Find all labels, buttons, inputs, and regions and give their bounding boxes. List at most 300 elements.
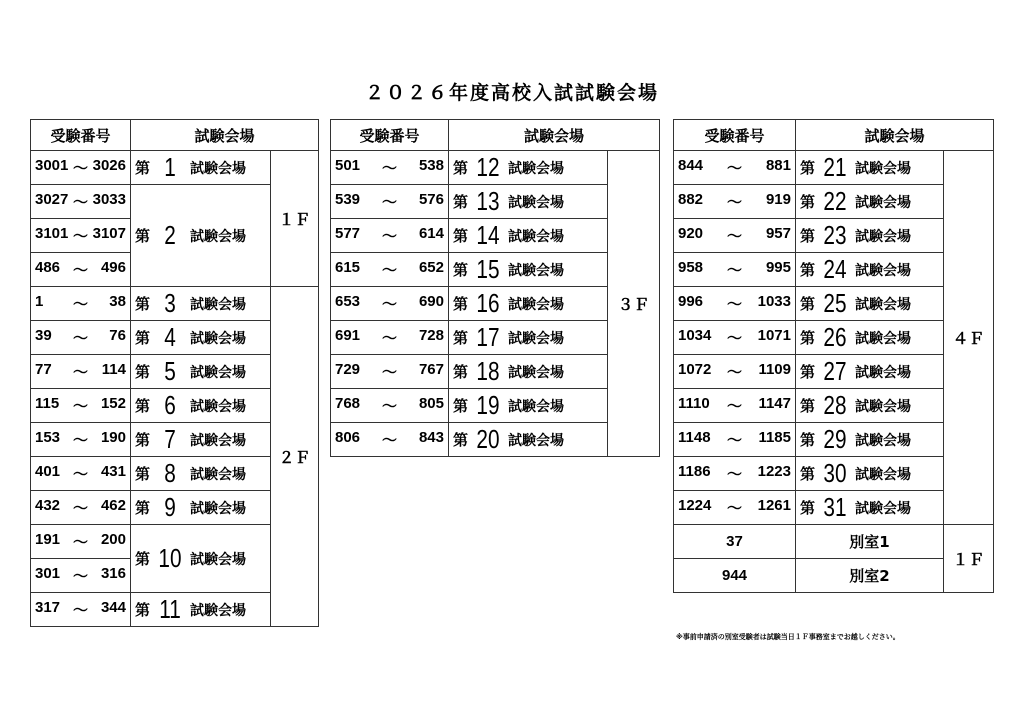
exam-room-label	[449, 152, 607, 183]
exam-number-range	[31, 559, 131, 593]
exam-room-label	[449, 220, 607, 251]
range-to: 200	[100, 531, 126, 548]
range-from: 1072	[678, 361, 712, 378]
range-to: 76	[109, 327, 126, 344]
range-from: 958	[678, 259, 704, 276]
exam-number-range	[31, 525, 131, 559]
exam-room	[131, 389, 271, 423]
room-suffix: 試験会場	[855, 330, 912, 347]
exam-number-range	[331, 287, 449, 321]
room-prefix: 第	[800, 329, 816, 347]
exam-room	[796, 253, 944, 287]
room-prefix: 第	[800, 363, 816, 381]
room-number: 23	[823, 220, 847, 250]
exam-number-range	[331, 219, 449, 253]
room-prefix: 第	[800, 193, 816, 211]
exam-room	[796, 321, 944, 355]
range-from: 615	[335, 259, 361, 276]
room-suffix: 試験会場	[190, 364, 247, 381]
exam-room	[131, 321, 271, 355]
exam-number-range	[331, 355, 449, 389]
room-prefix: 第	[135, 465, 151, 483]
exam-number-range	[674, 287, 796, 321]
range-to: 881	[765, 157, 791, 174]
exam-number-range	[31, 355, 131, 389]
room-number: 28	[823, 390, 847, 420]
range-to: 652	[418, 259, 444, 276]
range-to: 995	[765, 259, 791, 276]
room-suffix: 試験会場	[508, 160, 565, 177]
range	[674, 259, 795, 280]
room-suffix: 試験会場	[508, 194, 565, 211]
range-to: 538	[418, 157, 444, 174]
room-prefix: 第	[135, 550, 151, 568]
range-tilde: ～	[381, 296, 397, 313]
exam-number-range	[31, 423, 131, 457]
exam-room	[131, 355, 271, 389]
range-tilde: ～	[381, 228, 397, 245]
room-number: 22	[823, 186, 847, 216]
room-prefix: 第	[453, 295, 469, 313]
range-to: 496	[100, 259, 126, 276]
exam-room	[796, 287, 944, 321]
range-to: 190	[100, 429, 126, 446]
range	[674, 497, 795, 518]
range-from: 577	[335, 225, 361, 242]
range-from: 3101	[35, 225, 69, 242]
room-suffix: 試験会場	[855, 160, 912, 177]
range	[331, 225, 448, 246]
exam-number-range	[331, 151, 449, 185]
exam-number-range	[674, 423, 796, 457]
exam-room-label	[131, 492, 270, 523]
range-from: 691	[335, 327, 361, 344]
room-prefix: 第	[135, 499, 151, 517]
room-suffix: 試験会場	[190, 160, 247, 177]
range	[31, 599, 130, 620]
exam-room-label	[131, 356, 270, 387]
exam-room	[131, 593, 271, 627]
room-number: 4	[164, 322, 176, 352]
range-from: 653	[335, 293, 361, 310]
room-number: 18	[476, 356, 500, 386]
exam-room	[796, 185, 944, 219]
range-to: 462	[100, 497, 126, 514]
room-number: 3	[164, 288, 176, 318]
range-to: 843	[418, 429, 444, 446]
range-tilde: ～	[72, 296, 88, 313]
range-tilde: ～	[726, 228, 742, 245]
room-suffix: 試験会場	[190, 330, 247, 347]
header-exam-room: 試験会場	[796, 120, 994, 151]
room-prefix: 第	[453, 227, 469, 245]
room-prefix: 第	[135, 431, 151, 449]
exam-number-range	[674, 151, 796, 185]
range	[674, 463, 795, 484]
room-suffix: 試験会場	[508, 228, 565, 245]
range	[331, 259, 448, 280]
room-number: 27	[823, 356, 847, 386]
exam-room-label	[796, 254, 943, 285]
header-exam-number: 受験番号	[31, 120, 131, 151]
range	[674, 225, 795, 246]
room-number: 29	[823, 424, 847, 454]
room-number: 20	[476, 424, 500, 454]
range	[674, 157, 795, 178]
room-suffix: 試験会場	[190, 466, 247, 483]
exam-number-range	[331, 389, 449, 423]
exam-room-label	[131, 424, 270, 455]
range-tilde: ～	[72, 194, 88, 211]
room-suffix: 試験会場	[508, 262, 565, 279]
room-number: 24	[823, 254, 847, 284]
range	[31, 225, 130, 246]
range	[674, 429, 795, 450]
exam-room	[449, 423, 608, 457]
exam-number-range	[31, 593, 131, 627]
exam-room	[796, 389, 944, 423]
range-tilde: ～	[72, 330, 88, 347]
exam-room-label	[131, 543, 270, 574]
exam-room-label	[131, 322, 270, 353]
room-number: 2	[164, 220, 176, 250]
room-number: 12	[476, 152, 500, 182]
exam-room-label	[131, 220, 270, 251]
range-tilde: ～	[381, 160, 397, 177]
exam-room	[796, 151, 944, 185]
range-tilde: ～	[72, 602, 88, 619]
range-from: 191	[35, 531, 61, 548]
range-to: 1071	[757, 327, 791, 344]
range	[31, 259, 130, 280]
room-suffix: 試験会場	[855, 364, 912, 381]
exam-number: 944	[721, 567, 748, 584]
room-number: 19	[476, 390, 500, 420]
range-tilde: ～	[72, 432, 88, 449]
exam-room	[449, 151, 608, 185]
range-tilde: ～	[381, 330, 397, 347]
range-from: 1224	[678, 497, 712, 514]
exam-room	[796, 457, 944, 491]
room-suffix: 試験会場	[855, 432, 912, 449]
range-tilde: ～	[726, 398, 742, 415]
room-prefix: 第	[135, 159, 151, 177]
room-prefix: 第	[135, 601, 151, 619]
room-suffix: 試験会場	[508, 432, 565, 449]
range	[31, 327, 130, 348]
exam-room-label	[449, 390, 607, 421]
exam-room	[796, 355, 944, 389]
range	[674, 361, 795, 382]
exam-room-label	[796, 322, 943, 353]
range-to: 1185	[758, 429, 791, 446]
exam-room-label	[131, 288, 270, 319]
range-from: 1	[35, 293, 44, 310]
header-exam-number: 受験番号	[331, 120, 449, 151]
exam-number-range	[31, 151, 131, 185]
range-to: 431	[100, 463, 126, 480]
range-tilde: ～	[72, 228, 88, 245]
room-suffix: 試験会場	[855, 466, 912, 483]
room-number: 6	[164, 390, 176, 420]
room-suffix: 試験会場	[508, 398, 565, 415]
range-tilde: ～	[726, 466, 742, 483]
exam-number-range	[674, 491, 796, 525]
room-number: 30	[823, 458, 847, 488]
range-from: 844	[678, 157, 704, 174]
range-tilde: ～	[72, 568, 88, 585]
exam-room-label	[449, 322, 607, 353]
exam-room	[131, 491, 271, 525]
exam-room-label	[796, 356, 943, 387]
room-number: 1	[164, 152, 176, 182]
range-from: 486	[35, 259, 61, 276]
range-from: 806	[335, 429, 361, 446]
room-prefix: 第	[135, 227, 151, 245]
range-to: 316	[100, 565, 126, 582]
exam-number-range	[31, 185, 131, 219]
room-suffix: 試験会場	[855, 398, 912, 415]
room-number: 26	[823, 322, 847, 352]
range-to: 957	[765, 225, 791, 242]
table-row	[31, 287, 319, 321]
range-to: 114	[101, 361, 126, 378]
room-prefix: 第	[135, 329, 151, 347]
range-to: 3026	[92, 157, 126, 174]
range-from: 3027	[35, 191, 69, 208]
range-tilde: ～	[381, 364, 397, 381]
exam-room-label	[796, 424, 943, 455]
range-to: 152	[100, 395, 126, 412]
range-tilde: ～	[726, 262, 742, 279]
range-from: 1110	[678, 395, 710, 412]
range-from: 729	[335, 361, 361, 378]
exam-room	[131, 457, 271, 491]
room-suffix: 試験会場	[190, 500, 247, 517]
range	[331, 395, 448, 416]
range-tilde: ～	[726, 296, 742, 313]
room-number: 10	[158, 543, 182, 573]
exam-room	[449, 253, 608, 287]
room-prefix: 第	[453, 261, 469, 279]
range	[674, 327, 795, 348]
range	[331, 327, 448, 348]
range-from: 317	[35, 599, 61, 616]
range-from: 996	[678, 293, 704, 310]
table-row	[331, 151, 660, 185]
room-suffix: 試験会場	[855, 500, 912, 517]
exam-room-label	[131, 152, 270, 183]
header-exam-number: 受験番号	[674, 120, 796, 151]
exam-number-range	[331, 423, 449, 457]
range-to: 805	[418, 395, 444, 412]
exam-room-label	[796, 492, 943, 523]
room-number: 5	[164, 356, 176, 386]
room-number: 15	[476, 254, 500, 284]
range-to: 3107	[92, 225, 126, 242]
range-to: 3033	[92, 191, 126, 208]
floor-label: １Ｆ	[271, 151, 319, 287]
room-number: 13	[476, 186, 500, 216]
range-from: 501	[335, 157, 361, 174]
room-suffix: 試験会場	[508, 296, 565, 313]
exam-room-label	[131, 594, 270, 625]
room-prefix: 第	[800, 295, 816, 313]
range	[331, 361, 448, 382]
range-from: 115	[35, 395, 60, 412]
room-suffix: 試験会場	[855, 296, 912, 313]
room-prefix: 第	[800, 499, 816, 517]
room-suffix: 試験会場	[190, 602, 247, 619]
special-room: 別室1	[796, 525, 944, 559]
range	[31, 395, 130, 416]
exam-room	[449, 355, 608, 389]
range	[674, 395, 795, 416]
room-prefix: 第	[800, 261, 816, 279]
range-tilde: ～	[726, 160, 742, 177]
room-prefix: 第	[800, 159, 816, 177]
range-from: 432	[35, 497, 61, 514]
room-suffix: 試験会場	[190, 228, 247, 245]
exam-number-range	[31, 287, 131, 321]
floor-label: ４Ｆ	[944, 151, 994, 525]
room-number: 16	[476, 288, 500, 318]
exam-number-range	[674, 389, 796, 423]
exam-number-range	[674, 355, 796, 389]
exam-room	[449, 219, 608, 253]
room-suffix: 試験会場	[508, 364, 565, 381]
room-prefix: 第	[800, 397, 816, 415]
header-row	[331, 120, 660, 151]
exam-room-label	[131, 458, 270, 489]
exam-number-range	[674, 219, 796, 253]
room-number: 21	[823, 152, 847, 182]
exam-room	[131, 525, 271, 593]
exam-number-range	[31, 389, 131, 423]
header-row	[674, 120, 994, 151]
exam-room	[796, 491, 944, 525]
room-suffix: 試験会場	[855, 228, 912, 245]
exam-room	[449, 287, 608, 321]
room-suffix: 試験会場	[190, 551, 247, 568]
room-prefix: 第	[800, 465, 816, 483]
range-from: 39	[35, 327, 52, 344]
header-row	[31, 120, 319, 151]
floor-label: １Ｆ	[944, 525, 994, 593]
room-suffix: 試験会場	[190, 432, 247, 449]
range-from: 882	[678, 191, 704, 208]
range-from: 401	[35, 463, 61, 480]
range-from: 1186	[678, 463, 711, 480]
special-room: 別室2	[796, 559, 944, 593]
range	[31, 565, 130, 586]
range-tilde: ～	[726, 364, 742, 381]
range-tilde: ～	[726, 194, 742, 211]
room-suffix: 試験会場	[855, 194, 912, 211]
range-to: 1223	[757, 463, 791, 480]
room-suffix: 試験会場	[190, 296, 247, 313]
range	[31, 463, 130, 484]
range-to: 1109	[758, 361, 791, 378]
range-from: 768	[335, 395, 361, 412]
exam-room	[131, 423, 271, 457]
exam-room-table-1	[30, 119, 319, 627]
exam-room-label	[449, 254, 607, 285]
exam-number-range	[674, 457, 796, 491]
room-prefix: 第	[135, 295, 151, 313]
table-row	[674, 151, 994, 185]
range-tilde: ～	[726, 330, 742, 347]
exam-room-label	[131, 390, 270, 421]
exam-number-range	[31, 457, 131, 491]
range-tilde: ～	[72, 500, 88, 517]
exam-room	[796, 219, 944, 253]
room-prefix: 第	[135, 363, 151, 381]
range-tilde: ～	[726, 500, 742, 517]
exam-room-label	[796, 220, 943, 251]
range	[31, 531, 130, 552]
range-to: 919	[765, 191, 791, 208]
range-from: 1148	[678, 429, 711, 446]
range-to: 728	[418, 327, 444, 344]
exam-number: 37	[726, 533, 743, 550]
range-tilde: ～	[381, 194, 397, 211]
room-prefix: 第	[453, 363, 469, 381]
exam-room	[796, 423, 944, 457]
room-number: 25	[823, 288, 847, 318]
exam-room	[449, 321, 608, 355]
exam-number-range	[331, 185, 449, 219]
range-tilde: ～	[381, 262, 397, 279]
room-number: 9	[164, 492, 176, 522]
exam-room-label	[796, 288, 943, 319]
page-title: ２０２６年度高校入試試験会場	[364, 82, 659, 104]
exam-room	[131, 185, 271, 287]
footnote: ※事前申請済の別室受験者は試験当日１Ｆ事務室までお越しください。	[676, 633, 900, 641]
range	[331, 293, 448, 314]
room-prefix: 第	[135, 397, 151, 415]
exam-room-label	[449, 424, 607, 455]
room-prefix: 第	[453, 397, 469, 415]
exam-number-range	[31, 219, 131, 253]
range-to: 1147	[758, 395, 791, 412]
room-number: 8	[164, 458, 176, 488]
exam-room	[131, 151, 271, 185]
exam-room-label	[449, 356, 607, 387]
exam-room	[131, 287, 271, 321]
exam-number-range	[674, 525, 796, 559]
exam-room-label	[449, 288, 607, 319]
exam-room-label	[449, 186, 607, 217]
range	[31, 429, 130, 450]
table-row	[31, 151, 319, 185]
exam-room-label	[796, 152, 943, 183]
exam-number-range	[674, 185, 796, 219]
range	[31, 293, 130, 314]
header-exam-room: 試験会場	[131, 120, 319, 151]
range	[31, 191, 130, 212]
exam-room-label	[796, 186, 943, 217]
exam-room	[449, 185, 608, 219]
range-to: 767	[418, 361, 444, 378]
range-tilde: ～	[72, 160, 88, 177]
range	[331, 157, 448, 178]
room-suffix: 試験会場	[190, 398, 247, 415]
range	[31, 157, 130, 178]
range-to: 614	[418, 225, 444, 242]
range-from: 920	[678, 225, 704, 242]
range-tilde: ～	[72, 466, 88, 483]
